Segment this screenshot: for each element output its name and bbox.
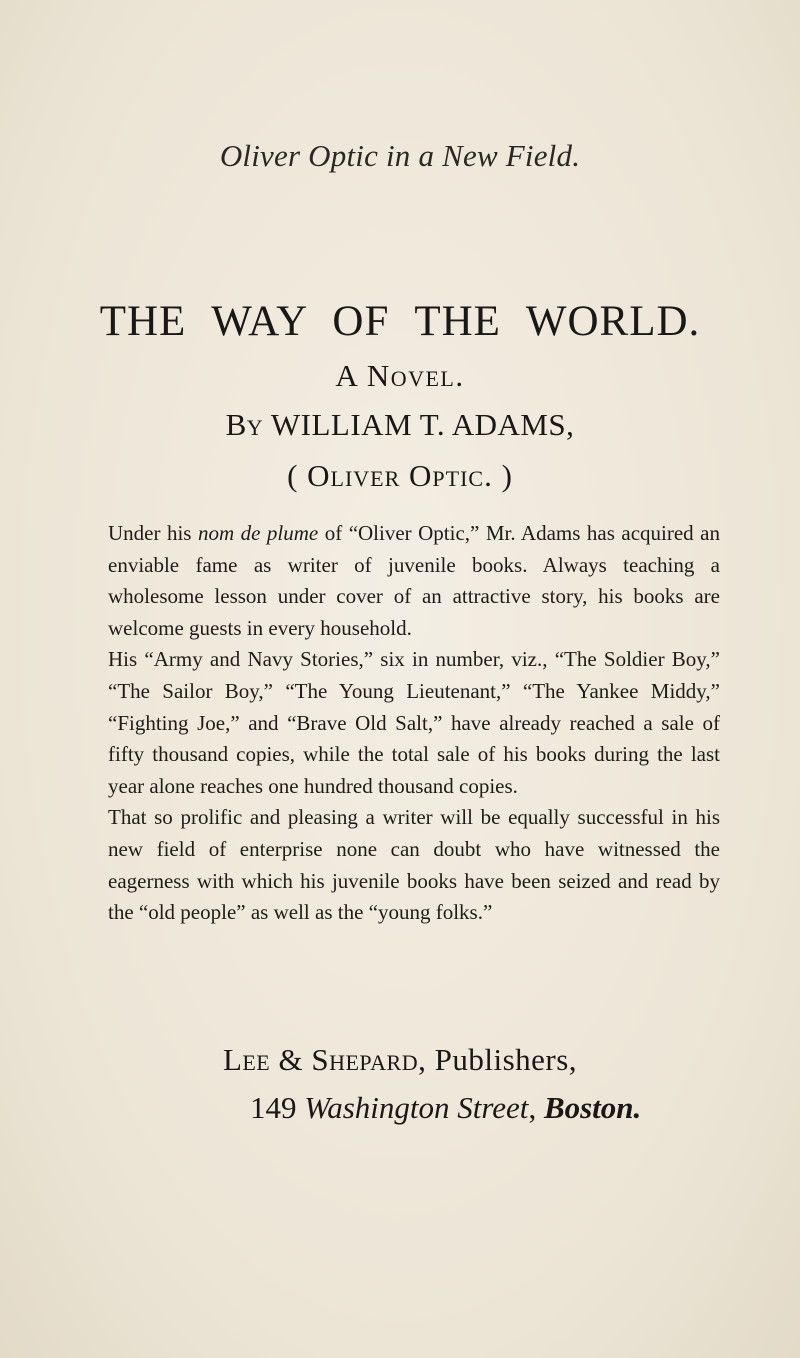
paragraph-1-end: of “Oliver Optic,” Mr. Adams has acquired an enviable fame as writer of juvenile books. Always teaching a wholesome lesson under cover of an attractive story, his books are welcome guests in every household. (108, 521, 720, 640)
publisher-address (250, 1090, 800, 1126)
publisher-label: Publishers, (426, 1042, 578, 1077)
paragraph-1 (108, 518, 720, 644)
address-street: Washington Street (304, 1090, 529, 1125)
book-title: THE WAY OF THE WORLD. (99, 298, 701, 345)
address-comma: , (528, 1090, 544, 1125)
paragraph-2: His “Army and Navy Stories,” six in number, viz., “The Soldier Boy,” “The Sailor Boy,” “The Young Lieutenant,” “The Yankee Middy,” “Fighting Joe,” and “Brave Old Salt,” have already reached a sale of fifty thousand copies, while the total sale of his books during the last year alone reaches one hundred thousand copies. (108, 647, 720, 798)
author-line (0, 407, 800, 443)
series-heading: Oliver Optic in a New Field. (219, 138, 581, 173)
address-number: 149 (250, 1090, 305, 1125)
description-text (108, 518, 720, 929)
paragraph-1-italic: nom de plume (197, 521, 319, 545)
address-city: Boston. (543, 1090, 642, 1125)
publisher-line (0, 1042, 800, 1078)
book-subtitle: A Novel. (335, 358, 465, 393)
author-pseudonym: ( Oliver Optic. ) (287, 458, 513, 493)
paragraph-1-start: Under his (108, 521, 198, 545)
paragraph-3: That so prolific and pleasing a writer will be equally successful in his new field of enterprise none can doubt who have witnessed the eagerness with which his juvenile books have been seized and read by the “old people” as well as the “young folks.” (108, 805, 720, 925)
author-name: WILLIAM T. ADAMS, (270, 407, 575, 442)
author-by: By (225, 407, 264, 442)
publisher-name: Lee & Shepard, (222, 1042, 427, 1077)
